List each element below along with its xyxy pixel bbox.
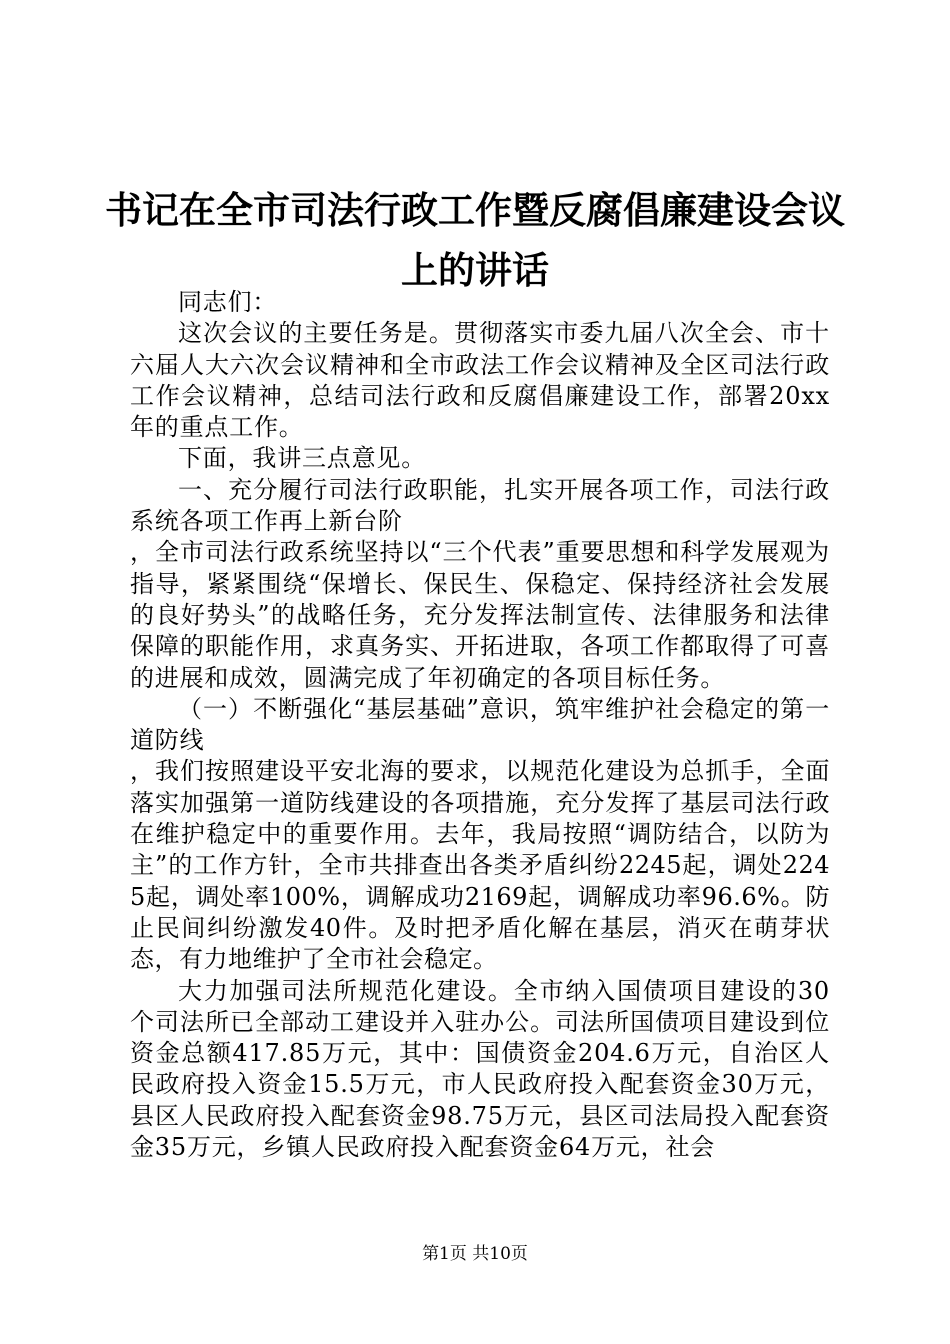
page-number-footer: 第1页 共10页 <box>422 1244 528 1264</box>
document-title-line-2: 上的讲话 <box>401 248 549 292</box>
paragraph-subsection-1-body: ，我们按照建设平安北海的要求，以规范化建设为总抓手，全面落实加强第一道防线建设的各项措施，充分发挥了基层司法行政在维护稳定中的重要作用。去年，我局按照“调防结合，以防为主”的工作方针，全市共排查出各类矛盾纠纷2245起，调处2245起，调处率100%，调解成功2169起，调解成功率96.6%。防止民间纠纷激发40件。及时把矛盾化解在基层，消灭在萌芽状态，有力地维护了全市社会稳定。 <box>130 757 830 974</box>
paragraph-meeting-tasks: 这次会议的主要任务是。贯彻落实市委九届八次全会、市十六届人大六次会议精神和全市政法工作会议精神及全区司法行政工作会议精神，总结司法行政和反腐倡廉建设工作，部署20xx年的重点工作。 <box>130 319 830 442</box>
salutation: 同志们： <box>178 288 278 316</box>
paragraph-judicial-office-construction: 大力加强司法所规范化建设。全市纳入国债项目建设的30个司法所已全部动工建设并入驻办公。司法所国债项目建设到位资金总额417.85万元，其中：国债资金204.6万元，自治区人民政府投入资金15.5万元，市人民政府投入配套资金30万元，县区人民政府投入配套资金98.75万元，县区司法局投入配套资金35万元，乡镇人民政府投入配套资金64万元，社会 <box>130 976 830 1162</box>
section-heading-1: 一、充分履行司法行政职能，扎实开展各项工作，司法行政系统各项工作再上新台阶 <box>130 475 830 536</box>
subsection-heading-1: （一）不断强化“基层基础”意识，筑牢维护社会稳定的第一道防线 <box>130 694 830 755</box>
document-body <box>130 287 830 1163</box>
paragraph-section-1-body: ，全市司法行政系统坚持以“三个代表”重要思想和科学发展观为指导，紧紧围绕“保增长、保民生、保稳定、保持经济社会发展的良好势头”的战略任务，充分发挥法制宣传、法律服务和法律保障的职能作用，求真务实、开拓进取，各项工作都取得了可喜的进展和成效，圆满完成了年初确定的各项目标任务。 <box>130 538 830 692</box>
paragraph-three-points: 下面，我讲三点意见。 <box>178 444 426 473</box>
document-title-line-1: 书记在全市司法行政工作暨反腐倡廉建设会议 <box>105 188 845 232</box>
